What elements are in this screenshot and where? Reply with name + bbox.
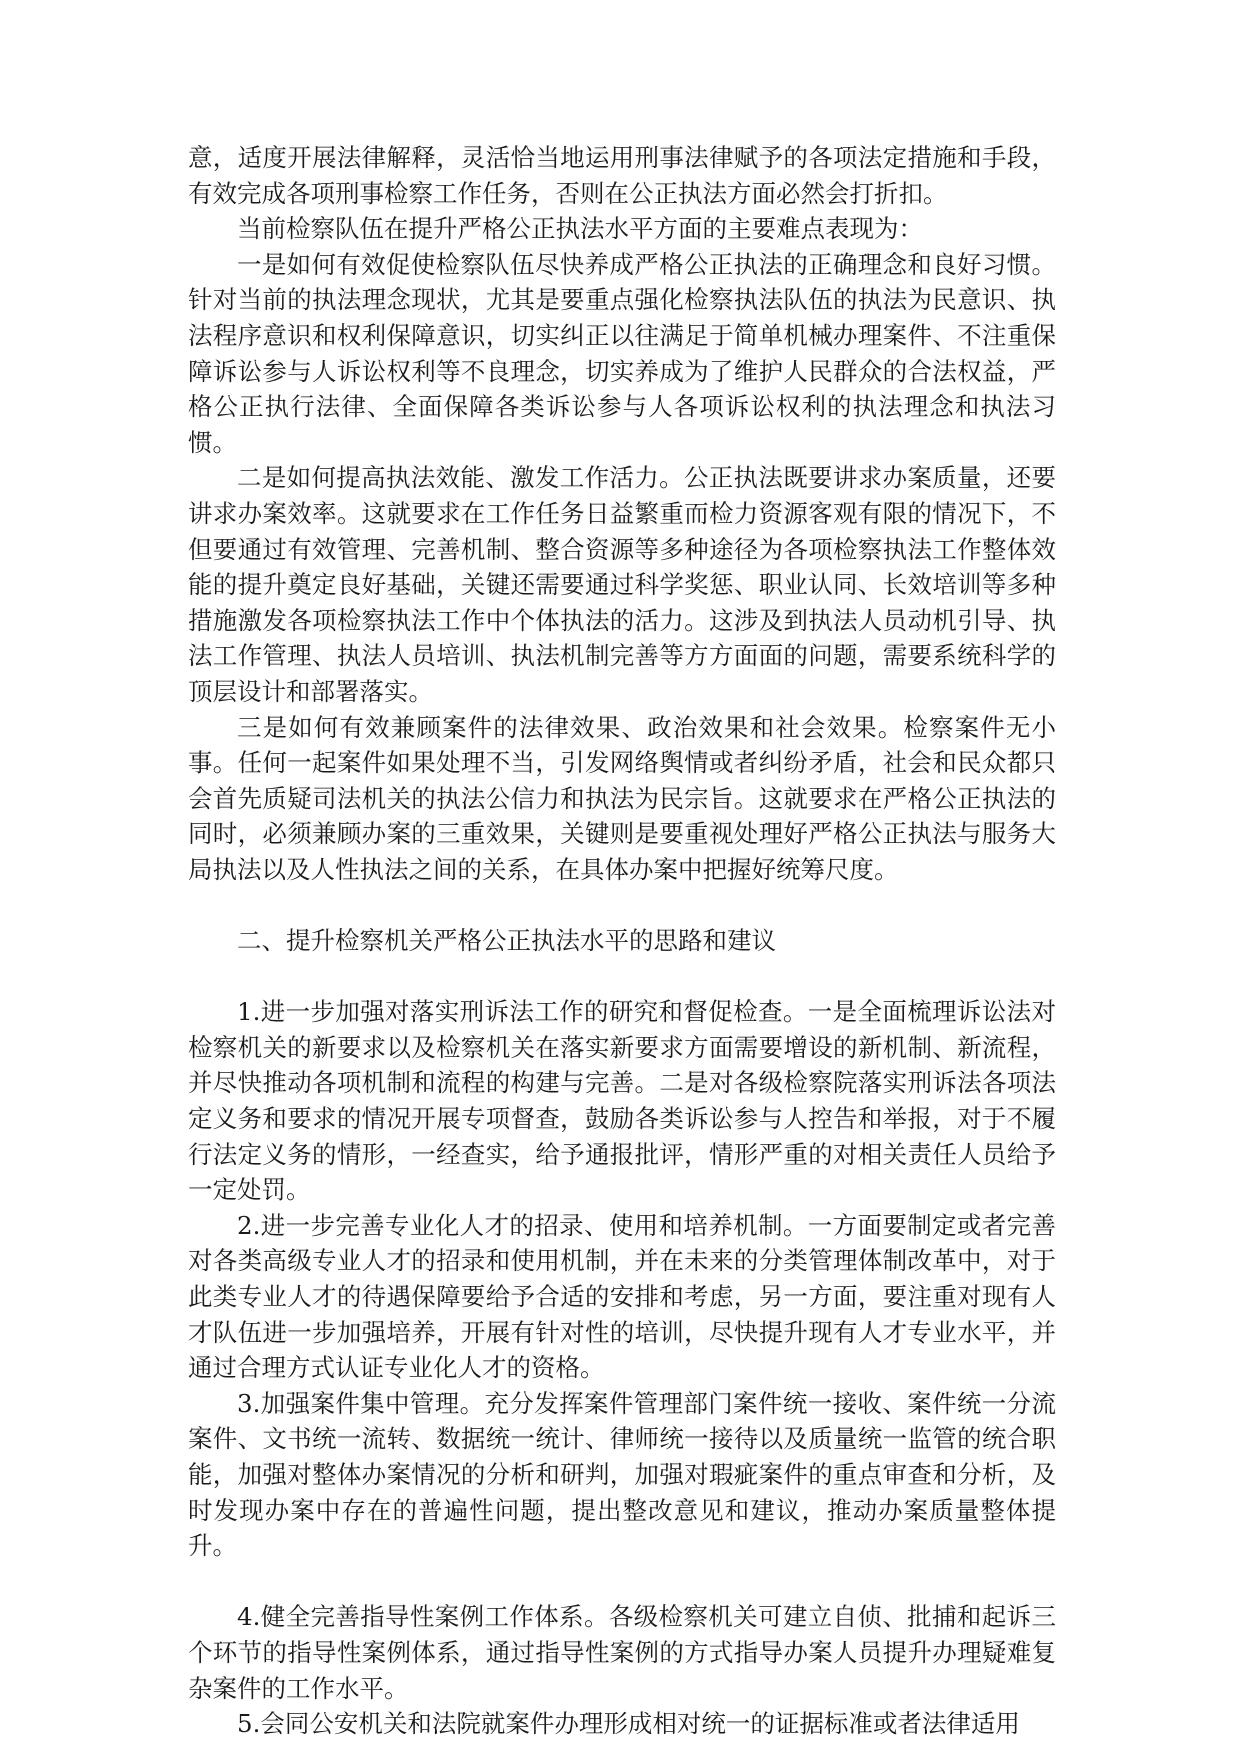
paragraph-suggestion-5: 5.会同公安机关和法院就案件办理形成相对统一的证据标准或者法律适用 <box>237 1709 1020 1739</box>
paragraph-suggestion-1: 1.进一步加强对落实刑诉法工作的研究和督促检查。一是全面梳理诉讼法对检察机关的新要求以及检察机关在落实新要求方面需要增设的新机制、新流程，并尽快推动各项机制和流程的构建与完善。二是对各级检察院落实刑诉法各项法定义务和要求的情况开展专项督查，鼓励各类诉讼参与人控告和举报，对于不履行法定义务的情形，一经查实，给予通报批评，情形严重的对相关责任人员给予一定处罚。 <box>188 997 1056 1205</box>
paragraph-difficulties-intro: 当前检察队伍在提升严格公正执法水平方面的主要难点表现为： <box>237 214 923 244</box>
section-spacer <box>188 1564 1056 1600</box>
paragraph-continuation: 意，适度开展法律解释，灵活恰当地运用刑事法律赋予的各项法定措施和手段，有效完成各项刑事检察工作任务，否则在公正执法方面必然会打折扣。 <box>188 143 1056 208</box>
section-spacer <box>188 887 1056 923</box>
section-heading: 二、提升检察机关严格公正执法水平的思路和建议 <box>237 926 776 956</box>
paragraph-difficulty-one: 一是如何有效促使检察队伍尽快养成严格公正执法的正确理念和良好习惯。针对当前的执法理念现状，尤其是要重点强化检察执法队伍的执法为民意识、执法程序意识和权利保障意识，切实纠正以往满足于简单机械办理案件、不注重保障诉讼参与人诉讼权利等不良理念，切实养成为了维护人民群众的合法权益，严格公正执行法律、全面保障各类诉讼参与人各项诉讼权利的执法理念和执法习惯。 <box>188 249 1056 457</box>
paragraph-suggestion-3: 3.加强案件集中管理。充分发挥案件管理部门案件统一接收、案件统一分流案件、文书统一流转、数据统一统计、律师统一接待以及质量统一监管的统合职能，加强对整体办案情况的分析和研判，加强对瑕疵案件的重点审查和分析，及时发现办案中存在的普遍性问题，提出整改意见和建议，推动办案质量整体提升。 <box>188 1388 1056 1561</box>
document-body <box>188 140 1056 1742</box>
paragraph-difficulty-two: 二是如何提高执法效能、激发工作活力。公正执法既要讲求办案质量，还要讲求办案效率。这就要求在工作任务日益繁重而检力资源客观有限的情况下，不但要通过有效管理、完善机制、整合资源等多种途径为各项检察执法工作整体效能的提升奠定良好基础，关键还需要通过科学奖惩、职业认同、长效培训等多种措施激发各项检察执法工作中个体执法的活力。这涉及到执法人员动机引导、执法工作管理、执法人员培训、执法机制完善等方方面面的问题，需要系统科学的顶层设计和部署落实。 <box>188 463 1056 706</box>
paragraph-suggestion-4: 4.健全完善指导性案例工作体系。各级检察机关可建立自侦、批捕和起诉三个环节的指导性案例体系，通过指导性案例的方式指导办案人员提升办理疑难复杂案件的工作水平。 <box>188 1602 1056 1703</box>
section-spacer <box>188 959 1056 995</box>
paragraph-suggestion-2: 2.进一步完善专业化人才的招录、使用和培养机制。一方面要制定或者完善对各类高级专业人才的招录和使用机制，并在未来的分类管理体制改革中，对于此类专业人才的待遇保障要给予合适的安排和考虑，另一方面，要注重对现有人才队伍进一步加强培养，开展有针对性的培训，尽快提升现有人才专业水平，并通过合理方式认证专业化人才的资格。 <box>188 1210 1056 1383</box>
paragraph-difficulty-three: 三是如何有效兼顾案件的法律效果、政治效果和社会效果。检察案件无小事。任何一起案件如果处理不当，引发网络舆情或者纠纷矛盾，社会和民众都只会首先质疑司法机关的执法公信力和执法为民宗旨。这就要求在严格公正执法的同时，必须兼顾办案的三重效果，关键则是要重视处理好严格公正执法与服务大局执法以及人性执法之间的关系，在具体办案中把握好统筹尺度。 <box>188 712 1056 884</box>
